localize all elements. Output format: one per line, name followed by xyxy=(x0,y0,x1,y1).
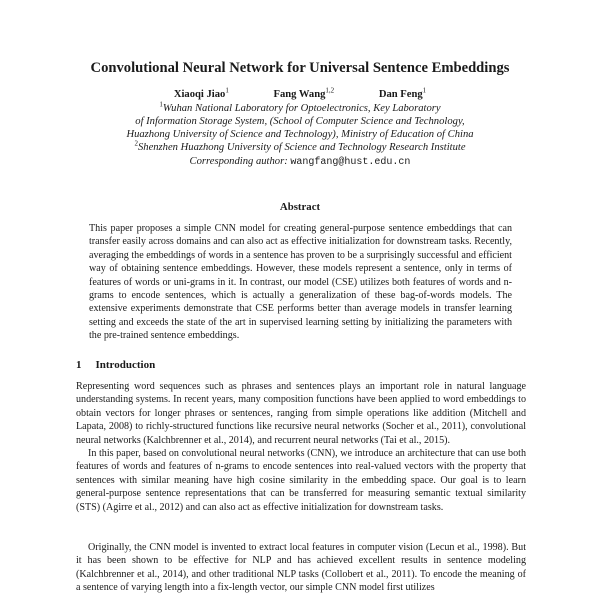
author-1 xyxy=(173,86,229,100)
affiliation-text: Shenzhen Huazhong University of Science and Technology Research Institute xyxy=(137,142,466,153)
author-affiliation-mark: 1 xyxy=(422,86,427,95)
abstract-text: This paper proposes a simple CNN model for creating general-purpose sentence embeddings that can transfer easily across domains and can also act as effective initialization for downstream tasks. Recently, averaging the embeddings of words in a sentence has proven to be a surprisingly successful and efficient way of obtaining sentence embeddings. However, these models represent a sentence, only in terms of features of words or uni-grams in it. In contrast, our model (CSE) utilizes both features of words and n-grams to encode sentences, which is actually a generalization of these bag-of-words models. The extensive experiments demonstrate that CSE performs better than average models in transfer learning setting and exceeds the state of the art in supervised learning setting by initializing the parameters with the pre-trained sentence embeddings. xyxy=(89,223,512,342)
section-number: 1 xyxy=(76,359,82,371)
affiliation-2 xyxy=(0,141,600,154)
affiliation-1-line-1 xyxy=(0,102,600,115)
section-title: Introduction xyxy=(95,359,156,371)
corresponding-email[interactable]: wangfang@hust.edu.cn xyxy=(290,157,411,168)
intro-paragraph-1: Representing word sequences such as phrases and sentences plays an important role in natural language understanding systems. In recent years, many composition functions have been applied to word embeddings to obtain vectors for longer phrases or sentences, ranging from simple operations like addition (Mitchell and Lapata, 2008) to richly-structured functions like recursive neural networks (Socher et al., 2011), convolutional neural networks (Kalchbrenner et al., 2014), and recurrent neural networks (Tai et al., 2015). xyxy=(76,381,526,446)
author-name: Xiaoqi Jiao xyxy=(173,89,226,100)
section-heading xyxy=(76,359,155,371)
author-affiliation-mark: 1 xyxy=(225,86,229,95)
author-name: Dan Feng xyxy=(378,89,423,100)
corresponding-label: Corresponding author: xyxy=(189,156,288,167)
affiliation-text: Wuhan National Laboratory for Optoelectronics, Key Laboratory xyxy=(162,103,441,114)
affiliation-mark: 1 xyxy=(159,100,163,109)
affiliation-1-line-3: Huazhong University of Science and Technology), Ministry of Education of China xyxy=(126,129,474,140)
abstract-heading: Abstract xyxy=(279,201,321,213)
author-3 xyxy=(378,86,427,100)
paper-title: Convolutional Neural Network for Universal Sentence Embeddings xyxy=(90,60,510,76)
author-2 xyxy=(273,86,335,100)
intro-paragraph-3: Originally, the CNN model is invented to extract local features in computer vision (Lecun et al., 1998). But it has been shown to be effective for NLP and has achieved excellent results in sentence modeling (Kalchbrenner et al., 2014), and other traditional NLP tasks (Collobert et al., 2011). To encode the meaning of a sentence of varying length into a fix-length vector, our simple CNN model first utilizes xyxy=(76,542,526,594)
corresponding-author xyxy=(0,155,600,169)
author-affiliation-mark: 1,2 xyxy=(325,86,335,95)
affiliation-1-line-2: of Information Storage System, (School of Computer Science and Technology, xyxy=(135,116,465,127)
author-name: Fang Wang xyxy=(273,89,326,100)
author-list xyxy=(0,86,600,100)
affiliation-mark: 2 xyxy=(134,139,138,148)
intro-paragraph-2: In this paper, based on convolutional neural networks (CNN), we introduce an architecture that can use both features of words and features of n-grams to encode sentences into real-valued vectors with the property that sentences with similar meaning have high cosine similarity in the embedding space. Our goal is to learn general-purpose sentence representations that can be transferred for measuring semantic textual similarity (STS) (Agirre et al., 2012) and can also act as effective initialization for downstream tasks. xyxy=(76,448,526,513)
